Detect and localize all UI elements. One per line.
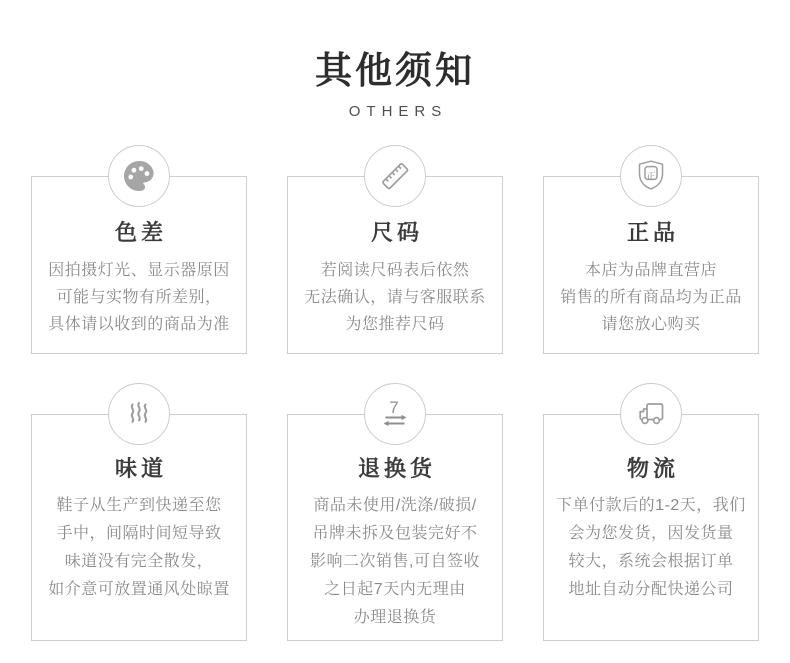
card-text-line: 办理退换货: [353, 609, 437, 626]
card-text-line: 会为您发货，因发货量: [568, 525, 734, 542]
return-exchange-icon: [377, 396, 413, 432]
card-size: [287, 176, 503, 354]
truck-icon: [632, 395, 670, 433]
card-authentic: [543, 171, 759, 354]
page-title: 其他须知: [315, 50, 475, 91]
card-logistics: [543, 414, 759, 641]
steam-icon: [121, 396, 157, 432]
page-header: [0, 0, 790, 120]
card-text-line: 下单付款后的1-2天，我们: [556, 497, 746, 514]
icon-circle: [108, 383, 170, 445]
page-subtitle: OTHERS: [348, 103, 448, 120]
icon-circle: [620, 383, 682, 445]
card-text-line: 影响二次销售,可自签收: [310, 553, 480, 570]
card-text-line: 销售的所有商品均为正品: [560, 289, 742, 306]
card-smell: [31, 414, 247, 641]
card-text: [288, 492, 502, 632]
card-text-line: 若阅读尺码表后依然: [320, 262, 470, 279]
card-color-difference: [31, 176, 247, 354]
card-text: [544, 257, 758, 338]
card-text-line: 地址自动分配快递公司: [568, 581, 734, 598]
card-text-line: 请您放心购买: [601, 316, 701, 333]
card-text-line: 本店为品牌直营店: [584, 262, 717, 279]
palette-icon: [121, 158, 157, 194]
notice-cards-grid: [0, 171, 790, 641]
shield-character: 正: [646, 171, 656, 183]
authentic-shield-icon: [633, 158, 669, 194]
card-text: [544, 492, 758, 604]
card-title: 味道: [114, 456, 167, 481]
card-title: 正品: [626, 220, 679, 245]
icon-circle: [364, 145, 426, 207]
card-text-line: 吊牌未拆及包装完好不: [312, 525, 478, 542]
card-title: 尺码: [370, 220, 423, 245]
ruler-icon: [376, 157, 414, 195]
card-text-line: 手中，间隔时间短导致: [56, 525, 222, 542]
card-text-line: 味道没有完全散发，: [64, 553, 214, 570]
icon-circle: [620, 145, 682, 207]
seven-days-label: 7: [389, 397, 399, 417]
card-text-line: 商品未使用/洗涤/破损/: [313, 497, 477, 514]
card-text-line: 鞋子从生产到快递至您: [56, 497, 222, 514]
icon-circle: [364, 383, 426, 445]
card-text-line: 因拍摄灯光、显示器原因: [48, 262, 230, 279]
card-title: 退换货: [357, 456, 436, 481]
card-text-line: 为您推荐尺码: [345, 316, 445, 333]
card-title: 色差: [114, 220, 167, 245]
card-text-line: 无法确认，请与客服联系: [304, 289, 486, 306]
card-returns: [287, 397, 503, 641]
card-text: [32, 492, 246, 604]
card-text-line: 如介意可放置通风处晾置: [48, 581, 230, 598]
icon-circle: [108, 145, 170, 207]
card-text: [32, 257, 246, 338]
card-title: 物流: [626, 456, 679, 481]
card-text-line: 具体请以收到的商品为准: [48, 316, 230, 333]
card-text-line: 之日起7天内无理由: [324, 581, 466, 598]
card-text: [288, 257, 502, 338]
card-text-line: 可能与实物有所差别，: [56, 289, 222, 306]
card-text-line: 较大，系统会根据订单: [568, 553, 734, 570]
